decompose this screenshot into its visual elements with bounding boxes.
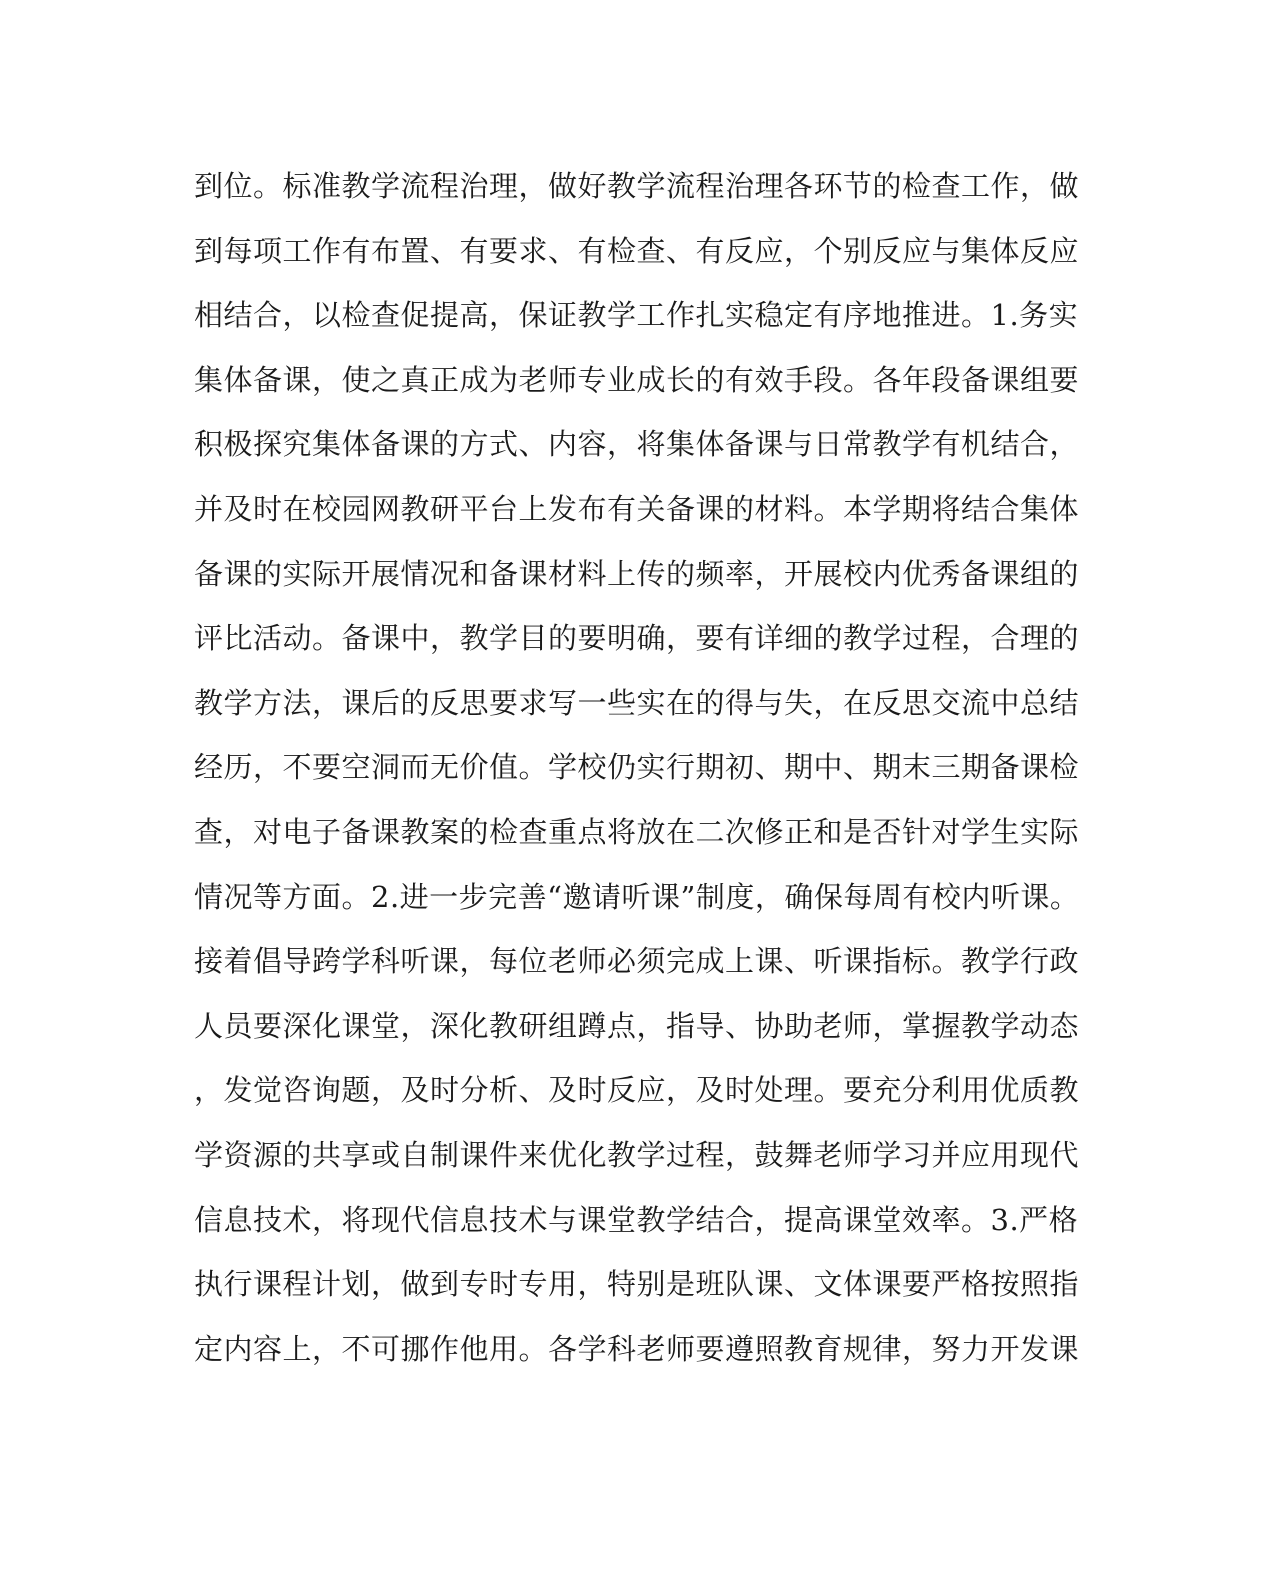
- text-line-5: 积极探究集体备课的方式、内容，将集体备课与日常教学有机结合，: [194, 427, 1080, 462]
- text-line-8: 评比活动。备课中，教学目的要明确，要有详细的教学过程，合理的: [194, 621, 1080, 656]
- text-line-14: 人员要深化课堂，深化教研组蹲点，指导、协助老师，掌握教学动态: [194, 1008, 1080, 1043]
- text-line-4: 集体备课，使之真正成为老师专业成长的有效手段。各年段备课组要: [194, 362, 1080, 397]
- text-line-13: 接着倡导跨学科听课，每位老师必须完成上课、听课指标。教学行政: [194, 944, 1080, 979]
- text-line-7: 备课的实际开展情况和备课材料上传的频率，开展校内优秀备课组的: [194, 556, 1080, 591]
- text-line-1: 到位。标准教学流程治理，做好教学流程治理各环节的检查工作，做: [194, 169, 1080, 203]
- text-line-18: 执行课程计划，做到专时专用，特别是班队课、文体课要严格按照指: [194, 1267, 1080, 1302]
- text-line-9: 教学方法，课后的反思要求写一些实在的得与失，在反思交流中总结: [194, 685, 1080, 720]
- body-text: [194, 160, 1080, 1387]
- text-line-12: 情况等方面。2.进一步完善“邀请听课”制度，确保每周有校内听课。: [194, 879, 1080, 914]
- text-line-15: ，发觉咨询题，及时分析、及时反应，及时处理。要充分利用优质教: [194, 1073, 1080, 1108]
- text-line-6: 并及时在校园网教研平台上发布有关备课的材料。本学期将结合集体: [194, 491, 1080, 526]
- text-line-11: 查，对电子备课教案的检查重点将放在二次修正和是否针对学生实际: [194, 814, 1080, 849]
- text-line-10: 经历，不要空洞而无价值。学校仍实行期初、期中、期末三期备课检: [194, 750, 1080, 785]
- text-line-16: 学资源的共享或自制课件来优化教学过程，鼓舞老师学习并应用现代: [194, 1137, 1080, 1172]
- text-line-19: 定内容上，不可挪作他用。各学科老师要遵照教育规律，努力开发课: [194, 1331, 1080, 1366]
- text-line-2: 到每项工作有布置、有要求、有检查、有反应，个别反应与集体反应: [194, 233, 1080, 268]
- text-line-3: 相结合，以检查促提高，保证教学工作扎实稳定有序地推进。1.务实: [194, 298, 1079, 333]
- text-line-17: 信息技术，将现代信息技术与课堂教学结合，提高课堂效率。3.严格: [194, 1202, 1079, 1237]
